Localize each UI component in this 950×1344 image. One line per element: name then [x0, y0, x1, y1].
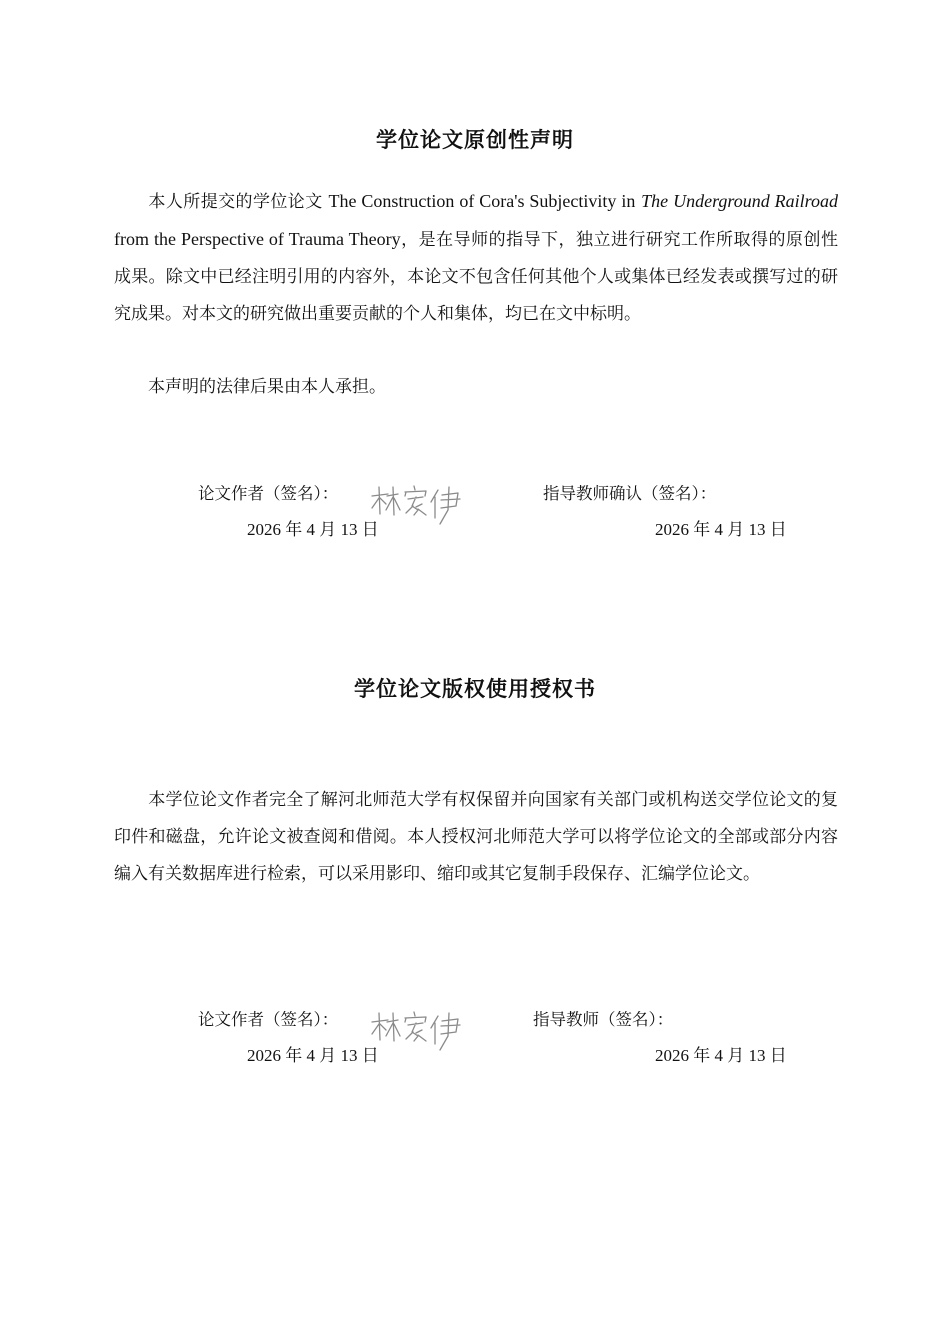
- authorization-advisor-date: 2026 年 4 月 13 日: [655, 1046, 787, 1065]
- declaration-author-signature: [368, 482, 468, 530]
- thesis-title-part1: The Construction of Cora's Subjectivity in: [328, 191, 636, 211]
- declaration-advisor-label: 指导教师确认（签名）：: [543, 484, 717, 503]
- declaration-text-b: ，是在导师的指导下，独立进行研究工作所取得的原创性成果。除文中已经注明引用的内容外，本论文不包含任何其他个人或集体已经发表或撰写过的研究成果。对本文的研究做出重要贡献的个人和集体，均已在文中标明。: [114, 230, 839, 324]
- authorization-paragraph: [114, 782, 838, 893]
- declaration-author-date: 2026 年 4 月 13 日: [247, 520, 379, 539]
- liability-text: 本声明的法律后果由本人承担。: [148, 377, 386, 397]
- declaration-paragraph: [114, 183, 838, 333]
- thesis-title-part2: from the Perspective of Trauma Theory: [114, 229, 401, 249]
- authorization-advisor-label: 指导教师（签名）：: [533, 1010, 674, 1029]
- declaration-text-a: 本人所提交的学位论文: [148, 192, 323, 212]
- declaration-author-label: 论文作者（签名）：: [198, 484, 339, 503]
- authorization-author-signature: [368, 1008, 468, 1056]
- authorization-author-label: 论文作者（签名）：: [198, 1010, 339, 1029]
- authorization-title: 学位论文版权使用授权书: [354, 677, 596, 701]
- declaration-title: 学位论文原创性声明: [376, 128, 574, 152]
- thesis-title-italic: The Underground Railroad: [641, 191, 838, 211]
- authorization-author-date: 2026 年 4 月 13 日: [247, 1046, 379, 1065]
- declaration-advisor-date: 2026 年 4 月 13 日: [655, 520, 787, 539]
- declaration-liability: [114, 369, 838, 406]
- authorization-text: 本学位论文作者完全了解河北师范大学有权保留并向国家有关部门或机构送交学位论文的复印件和磁盘，允许论文被查阅和借阅。本人授权河北师范大学可以将学位论文的全部或部分内容编入有关数据库进行检索，可以采用影印、缩印或其它复制手段保存、汇编学位论文。: [114, 790, 838, 884]
